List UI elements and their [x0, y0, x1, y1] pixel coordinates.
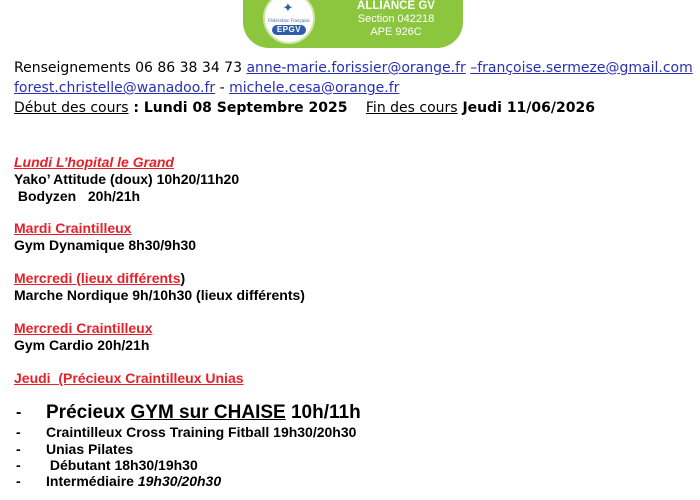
intermediate-line — [46, 473, 221, 489]
bullet-dash: - — [16, 457, 21, 473]
thursday-heading: Jeudi (Précieux Craintilleux Unias — [14, 370, 244, 386]
cross-training-text: Craintilleux Cross Training Fitball 19h30/20h30 — [46, 424, 357, 440]
wednesday-2-heading: Mercredi Craintilleux — [14, 320, 153, 336]
dates-line — [14, 99, 595, 117]
wednesday-1-heading-text: Mercredi (lieux différents — [14, 270, 181, 286]
bullet-dash: - — [16, 424, 21, 440]
emblem-caption: Fédération Française — [268, 18, 310, 23]
beginner-text: Débutant 18h30/19h30 — [46, 457, 198, 473]
email-link-anne-marie[interactable]: anne-marie.forissier@orange.fr — [246, 60, 466, 76]
wednesday-1-heading-end: ) — [180, 270, 186, 286]
wednesday-1-heading — [14, 270, 185, 287]
wednesday-2-class-1: Gym Cardio 20h/21h — [14, 337, 150, 353]
monday-class-1: Yako’ Attitude (doux) 10h20/11h20 — [14, 171, 240, 187]
email-link-christelle[interactable]: forest.christelle@wanadoo.fr — [14, 80, 216, 96]
contact-line-2 — [14, 79, 399, 97]
logo-text — [335, 0, 457, 39]
wednesday-1-class-1: Marche Nordique 9h/10h30 (lieux différents) — [14, 287, 305, 303]
start-label: Début des cours — [14, 100, 129, 116]
intermediate-label: Intermédiaire — [46, 473, 138, 489]
epgv-emblem — [263, 0, 315, 44]
end-date: Jeudi 11/06/2026 — [457, 100, 595, 116]
intermediate-time: 19h30/20h30 — [137, 473, 222, 489]
section-number: Section 042218 — [357, 13, 435, 25]
ape-code: APE 926C — [370, 26, 422, 38]
bullet-dash: - — [16, 404, 22, 421]
monday-heading: Lundi L’hopital le Grand — [14, 154, 174, 170]
monday-class-2: Bodyzen 20h/21h — [14, 188, 141, 204]
emblem-code: EPGV — [272, 25, 306, 35]
chair-gym-line — [46, 402, 361, 424]
tuesday-class-1: Gym Dynamique 8h30/9h30 — [14, 237, 197, 253]
chair-gym-place: Précieux — [46, 402, 131, 423]
bullet-dash: - — [16, 441, 21, 457]
email-separator: - — [215, 80, 230, 96]
logo-badge — [243, 0, 463, 48]
gymnast-icon: ✦ — [282, 1, 294, 16]
email-link-francoise[interactable]: –françoise.sermeze@gmail.com — [470, 60, 693, 76]
contact-label: Renseignements 06 86 38 34 73 — [14, 60, 247, 76]
start-date: Lundi 08 Septembre 2025 — [143, 100, 348, 116]
end-label: Fin des cours — [365, 100, 458, 116]
contact-line-1 — [14, 59, 693, 77]
bullet-dash: - — [16, 473, 21, 489]
chair-gym-title: GYM sur CHAISE — [130, 402, 286, 423]
tuesday-heading: Mardi Craintilleux — [14, 220, 132, 236]
club-name: ALLIANCE GV — [357, 0, 435, 12]
pilates-text: Unias Pilates — [46, 441, 134, 457]
chair-gym-time: 10h/11h — [285, 402, 361, 423]
start-separator: : — [128, 100, 144, 116]
email-link-michele[interactable]: michele.cesa@orange.fr — [229, 80, 400, 96]
